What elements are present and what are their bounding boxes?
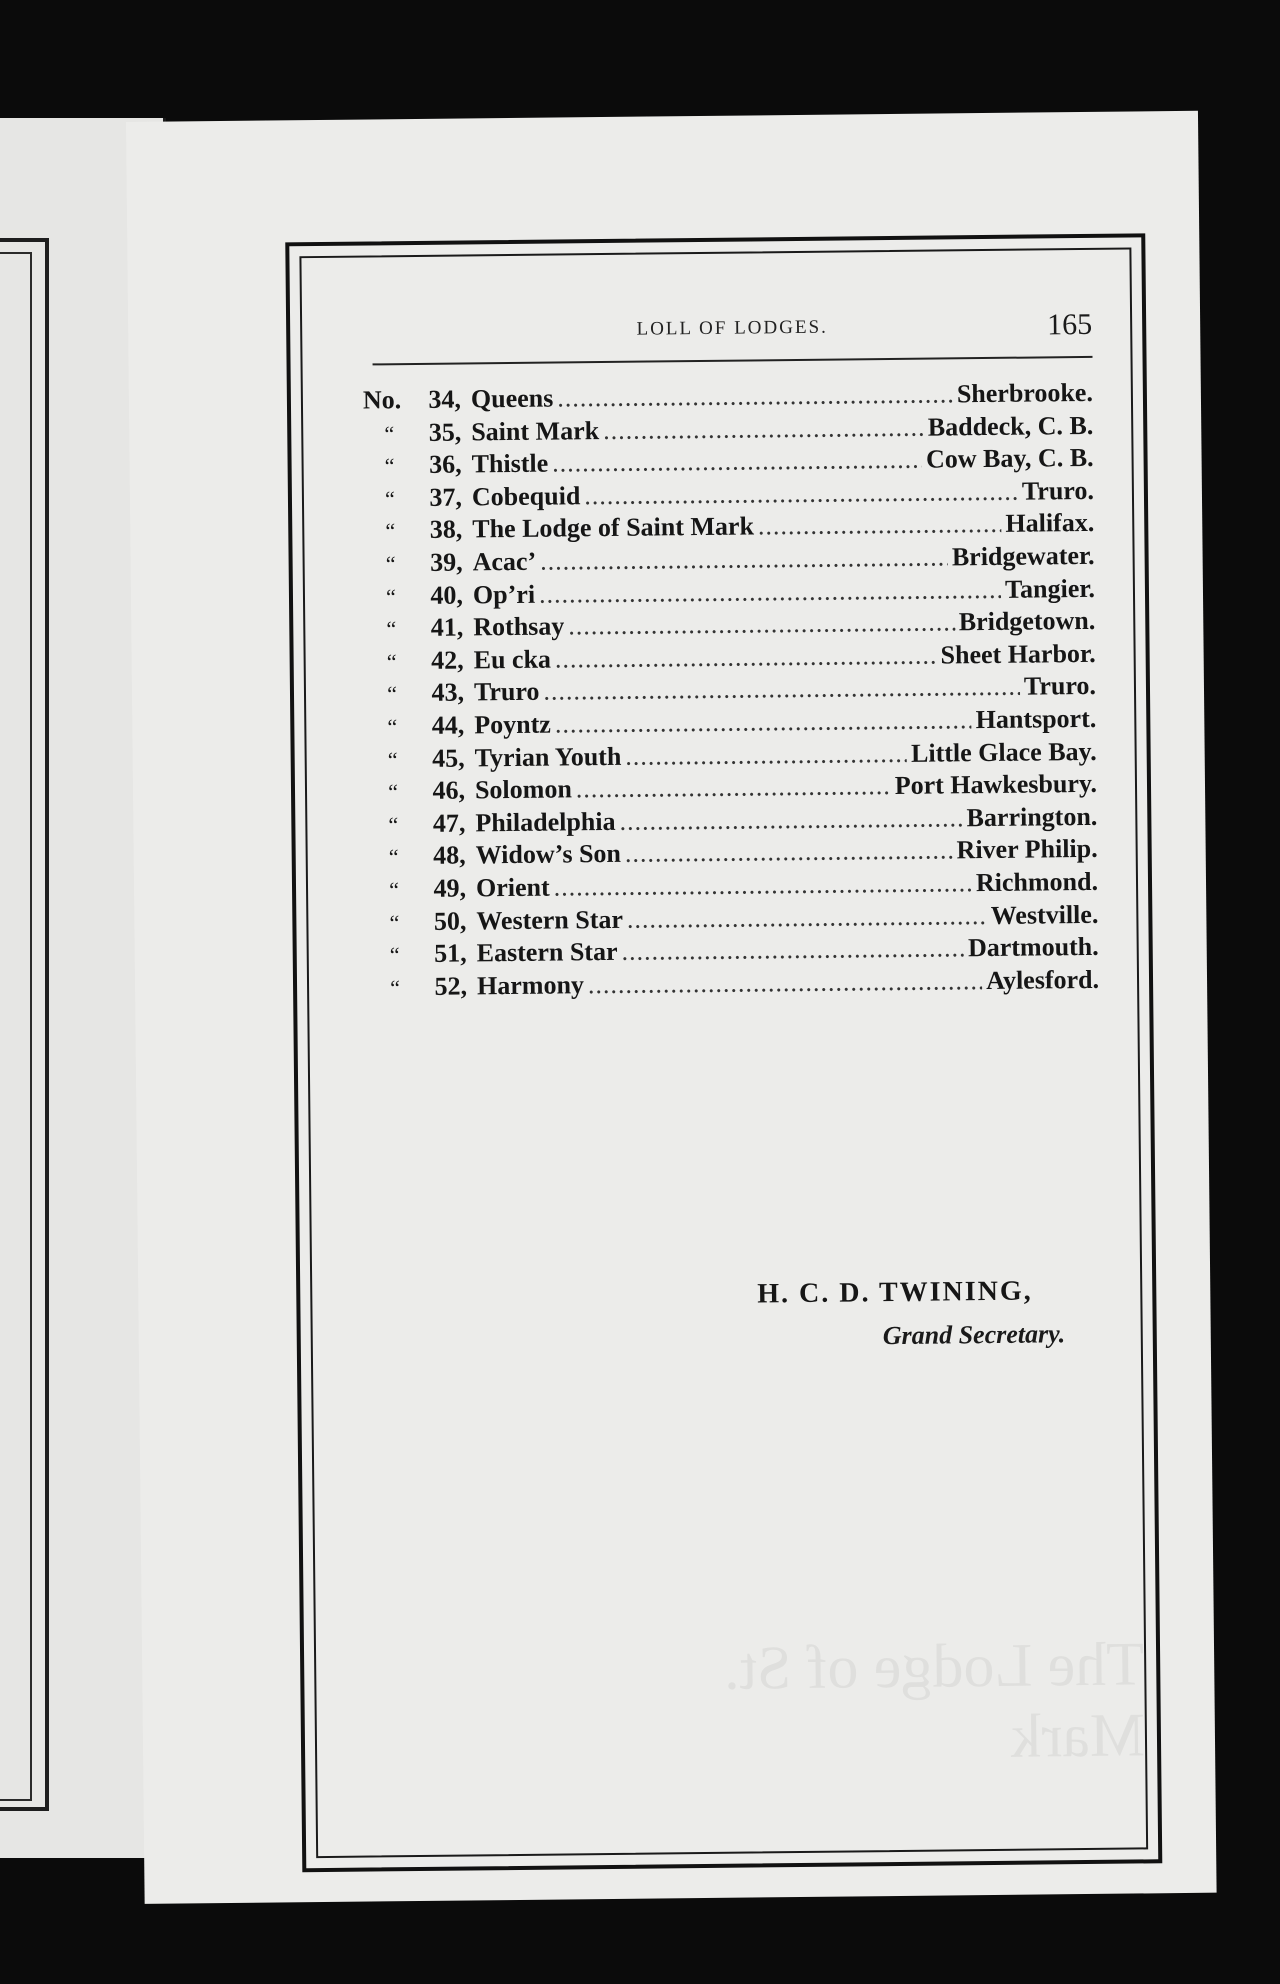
lodge-name: Queens [470,383,554,414]
book-page [126,111,1217,1904]
lodge-name: Truro [473,677,540,707]
lodge-name: Harmony [476,969,585,1001]
leader-dots [619,803,962,837]
lodge-list [363,378,1099,1005]
lodge-prefix: “ [387,714,398,740]
leader-dots [576,771,891,804]
lodge-town: Bridgewater. [951,540,1095,572]
leader-dots [603,412,924,445]
leader-dots [539,574,1001,609]
lodge-town: Sherbrooke. [956,377,1094,409]
lodge-number: 48, [433,840,466,871]
lodge-prefix: “ [386,616,397,642]
signature-block [312,1274,1140,1351]
leader-dots [557,379,953,413]
lodge-number: 41, [430,612,464,642]
lodge-town: Halifax. [1005,508,1095,539]
lodge-number: 42, [430,645,464,675]
leader-dots [627,901,987,935]
lodge-name: Saint Mark [471,415,600,446]
page-border-outer [285,233,1162,1872]
lodge-name: Western Star [476,904,624,935]
lodge-prefix: “ [388,779,399,805]
lodge-number: 45, [432,743,465,773]
lodge-prefix: “ [388,844,399,870]
lodge-prefix: “ [389,877,400,903]
facing-page-frame-inner [0,252,32,1801]
lodge-prefix: “ [384,453,395,479]
lodge-number: 43, [431,677,465,708]
lodge-name: Thistle [471,448,549,479]
lodge-prefix: “ [389,942,400,968]
lodge-town: Little Glace Bay. [910,736,1097,768]
lodge-prefix: “ [385,551,396,577]
leader-dots [552,445,922,479]
leader-dots [758,509,1002,542]
lodge-town: River Philip. [956,834,1098,865]
lodge-name: Solomon [474,774,572,805]
lodge-town: Truro. [1021,475,1095,506]
lodge-town: Cow Bay, C. B. [925,443,1094,474]
lodge-number: 51, [434,938,467,968]
lodge-town: Barrington. [966,801,1098,832]
lodge-town: Sheet Harbor. [940,638,1096,670]
facing-page-frame [0,238,49,1811]
lodge-town: Truro. [1023,671,1097,701]
lodge-town: Hantsport. [975,703,1097,735]
lodge-name: Eu cka [473,644,552,675]
running-head: LOLL OF LODGES. [636,316,828,340]
lodge-prefix: “ [387,746,398,772]
lodge-number: 50, [433,905,467,936]
leader-dots [540,542,948,576]
lodge-prefix: No. [362,385,402,415]
lodge-number: 37, [429,482,463,512]
leader-dots [588,966,983,1000]
leader-dots [543,672,1020,707]
lodge-name: Tyrian Youth [474,741,622,772]
lodge-row [369,965,1099,1005]
lodge-number: 34, [428,384,462,414]
lodge-number: 52, [434,971,468,1001]
leader-dots [584,476,1018,511]
lodge-name: Orient [475,872,550,903]
lodge-name: Philadelphia [475,806,616,838]
signatory-title: Grand Secretary. [882,1319,1066,1351]
leader-dots [555,705,972,739]
lodge-number: 40, [430,580,464,610]
leader-dots [625,738,907,771]
lodge-name: Poyntz [474,709,552,740]
lodge-name: Widow’s Son [475,839,622,870]
lodge-town: Dartmouth. [967,931,1099,963]
leader-dots [555,640,937,674]
page-border-inner [299,247,1148,1858]
lodge-number: 38, [429,514,463,545]
lodge-prefix: “ [386,648,397,675]
lodge-number: 36, [428,449,462,480]
lodge-number: 46, [432,775,466,805]
lodge-name: Rothsay [473,611,565,642]
lodge-prefix: “ [388,811,399,838]
lodge-town: Port Hawkesbury. [894,768,1098,801]
lodge-prefix: “ [384,420,395,446]
lodge-town: Aylesford. [985,964,1100,995]
lodge-number: 49, [433,873,467,903]
lodge-town: Tangier. [1004,573,1096,604]
lodge-prefix: “ [389,909,400,935]
signatory-name: H. C. D. TWINING, [757,1275,1033,1310]
page-header [372,302,1093,366]
show-through-text: The Lodge of St. Mark [723,1630,1146,1771]
leader-dots [621,933,964,967]
lodge-prefix: “ [385,518,396,544]
lodge-prefix: “ [385,583,396,609]
lodge-prefix: “ [386,681,398,707]
lodge-number: 47, [432,808,466,838]
lodge-town: Richmond. [975,866,1099,898]
lodge-town: Westville. [990,899,1099,930]
lodge-town: Baddeck, C. B. [927,410,1094,442]
lodge-name: Eastern Star [476,936,618,968]
lodge-prefix: “ [390,974,401,1000]
lodge-town: Bridgetown. [958,606,1096,637]
lodge-prefix: “ [384,485,395,512]
lodge-name: Op’ri [472,579,536,609]
leader-dots [554,868,973,902]
lodge-number: 39, [429,547,463,577]
lodge-name: Cobequid [471,481,581,512]
leader-dots [568,608,955,642]
page-number: 165 [1047,307,1093,342]
leader-dots [625,836,953,869]
lodge-number: 35, [428,417,462,447]
lodge-name: Acac’ [472,546,537,577]
lodge-number: 44, [431,710,465,740]
lodge-name: The Lodge of Saint Mark [472,511,755,544]
